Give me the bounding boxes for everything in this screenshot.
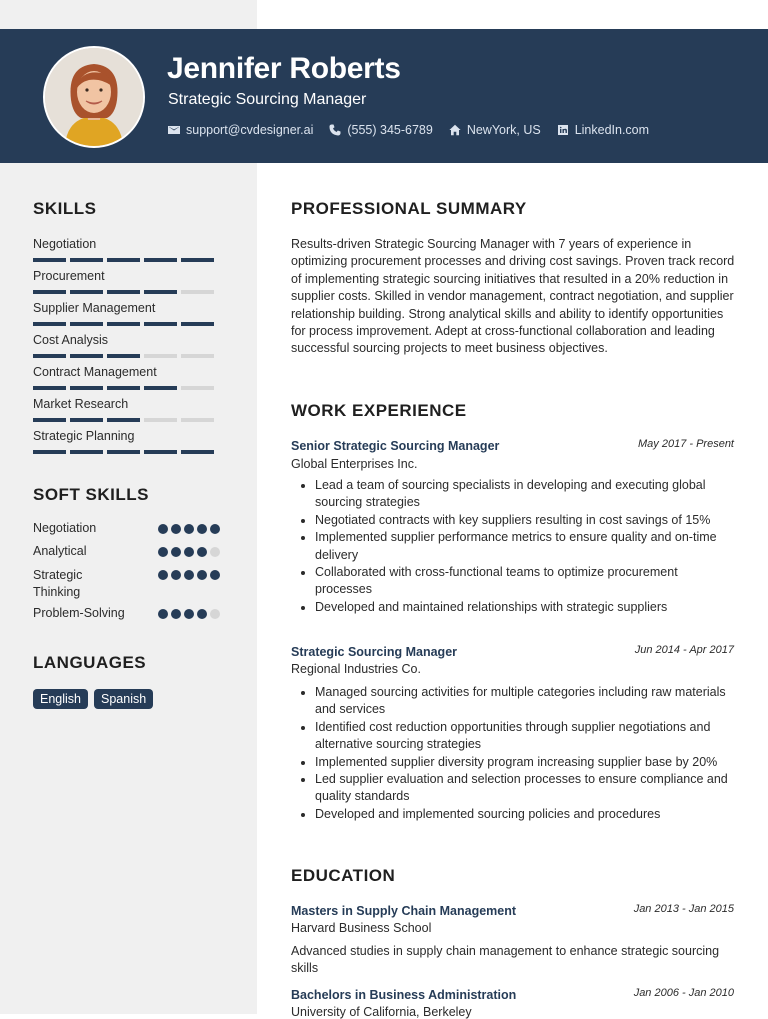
profile-photo-illustration <box>45 48 143 146</box>
soft-skill-name: Strategic Thinking <box>33 568 83 599</box>
skill-level-bar <box>33 450 223 454</box>
language-tag: Spanish <box>94 689 153 709</box>
skill-item <box>33 333 223 358</box>
summary-section <box>291 199 735 219</box>
level-segment <box>33 354 66 358</box>
skill-name: Cost Analysis <box>33 333 109 347</box>
job-bullet: • Developed and implemented sourcing policies and procedures <box>315 806 737 823</box>
level-segment <box>33 322 66 326</box>
rating-dot <box>197 609 207 619</box>
soft-skills-list <box>33 521 233 631</box>
job-bullet: • Implemented supplier diversity program increasing supplier base by 20% <box>315 754 737 771</box>
skill-level-bar <box>33 290 223 294</box>
skill-level-bar <box>33 322 223 326</box>
level-segment <box>33 418 66 422</box>
education-heading: EDUCATION <box>291 866 396 885</box>
job-bullet: • Implemented supplier performance metrics to ensure quality and on-time delivery <box>315 529 737 564</box>
level-segment <box>33 290 66 294</box>
soft-skill-item <box>33 521 223 535</box>
job-bullet: • Negotiated contracts with key suppliers resulting in cost savings of 15% <box>315 512 737 529</box>
job-bullet: • Lead a team of sourcing specialists in developing and executing global sourcing strategies <box>315 477 737 512</box>
rating-dot <box>210 570 220 580</box>
skill-item <box>33 365 223 390</box>
degree-title: Masters in Supply Chain Management <box>291 904 517 918</box>
rating-dot <box>184 547 194 557</box>
candidate-title: Strategic Sourcing Manager <box>168 91 367 108</box>
summary-heading: PROFESSIONAL SUMMARY <box>291 199 527 218</box>
rating-dot <box>210 524 220 534</box>
level-segment <box>107 354 140 358</box>
level-segment <box>107 290 140 294</box>
rating-dot <box>184 570 194 580</box>
rating-dot <box>197 547 207 557</box>
job-bullets <box>291 684 737 823</box>
skill-level-bar <box>33 386 223 390</box>
envelope-icon <box>168 124 180 136</box>
skill-level-bar <box>33 418 223 422</box>
soft-skill-item <box>33 567 128 601</box>
level-segment <box>107 386 140 390</box>
level-segment <box>107 258 140 262</box>
contact-email-text: support@cvdesigner.ai <box>186 123 314 137</box>
job-bullet: • Identified cost reduction opportunities through supplier negotiations and alternative sourcing strategies <box>315 719 737 754</box>
contact-linkedin[interactable] <box>557 123 649 137</box>
level-segment <box>33 386 66 390</box>
languages-section <box>33 653 233 673</box>
school-name: Harvard Business School <box>291 921 432 935</box>
level-segment <box>181 450 214 454</box>
skill-name: Procurement <box>33 269 105 283</box>
degree-title: Bachelors in Business Administration <box>291 988 517 1002</box>
level-segment <box>144 354 177 358</box>
soft-skill-rating <box>158 547 220 557</box>
job-bullet: • Led supplier evaluation and selection processes to ensure compliance and quality standards <box>315 771 737 806</box>
degree-dates: Jan 2006 - Jan 2010 <box>633 987 734 999</box>
contact-list <box>168 123 649 137</box>
job-bullet: • Managed sourcing activities for multiple categories including raw materials and services <box>315 684 737 719</box>
rating-dot <box>158 547 168 557</box>
job-bullet: • Developed and maintained relationships with strategic suppliers <box>315 599 737 616</box>
level-segment <box>181 354 214 358</box>
contact-email[interactable] <box>168 123 313 137</box>
language-tags <box>33 689 153 709</box>
job-dates: Jun 2014 - Apr 2017 <box>634 644 734 656</box>
contact-linkedin-text: LinkedIn.com <box>574 123 650 137</box>
level-segment <box>70 386 103 390</box>
skill-level-bar <box>33 354 223 358</box>
experience-section <box>291 401 735 421</box>
level-segment <box>144 258 177 262</box>
level-segment <box>107 450 140 454</box>
skill-name: Supplier Management <box>33 301 156 315</box>
level-segment <box>144 322 177 326</box>
rating-dot <box>158 609 168 619</box>
rating-dot <box>158 524 168 534</box>
job-bullet: • Collaborated with cross-functional teams to optimize procurement processes <box>315 564 737 599</box>
linkedin-icon <box>557 124 569 136</box>
summary-text: Results-driven Strategic Sourcing Manager with 7 years of experience in optimizing procurement processes and driving cost savings. Proven track record of implementing strategic sourcing initiatives that resulted in a 20% reduction in supplier costs. Skilled in vendor management, contract negotiation, and supplier relationship building. Strong analytical skills and ability to identify opportunities for process improvement. Adept at cross-functional collaboration and leading successful sourcing projects to meet business objectives. <box>291 237 735 356</box>
language-tag: English <box>33 689 88 709</box>
degree-dates: Jan 2013 - Jan 2015 <box>633 903 734 915</box>
soft-skill-item <box>33 544 223 558</box>
soft-skill-name: Analytical <box>33 544 87 558</box>
job-title: Strategic Sourcing Manager <box>291 645 458 659</box>
soft-skill-rating <box>158 609 220 619</box>
level-segment <box>181 290 214 294</box>
contact-phone[interactable] <box>329 123 432 137</box>
level-segment <box>70 418 103 422</box>
level-segment <box>144 418 177 422</box>
candidate-name: Jennifer Roberts <box>167 52 401 85</box>
experience-heading: WORK EXPERIENCE <box>291 401 467 420</box>
level-segment <box>70 258 103 262</box>
level-segment <box>33 258 66 262</box>
rating-dot <box>171 570 181 580</box>
contact-location-text: NewYork, US <box>466 123 541 137</box>
company-name: Regional Industries Co. <box>291 662 421 676</box>
level-segment <box>181 322 214 326</box>
rating-dot <box>210 609 220 619</box>
contact-location <box>449 123 541 137</box>
level-segment <box>70 322 103 326</box>
school-name: University of California, Berkeley <box>291 1005 472 1019</box>
skill-name: Negotiation <box>33 237 97 251</box>
profile-photo <box>43 46 145 148</box>
soft-skill-item <box>33 606 223 620</box>
languages-heading: LANGUAGES <box>33 653 147 672</box>
rating-dot <box>197 570 207 580</box>
skill-item <box>33 301 223 326</box>
level-segment <box>33 450 66 454</box>
skill-item <box>33 269 223 294</box>
level-segment <box>181 258 214 262</box>
rating-dot <box>171 609 181 619</box>
rating-dot <box>197 524 207 534</box>
skill-name: Market Research <box>33 397 129 411</box>
rating-dot <box>184 524 194 534</box>
phone-icon <box>329 124 341 136</box>
job-dates: May 2017 - Present <box>638 438 734 450</box>
job-bullets <box>291 477 737 616</box>
skill-name: Contract Management <box>33 365 157 379</box>
rating-dot <box>171 547 181 557</box>
level-segment <box>181 386 214 390</box>
skill-item <box>33 397 223 422</box>
skills-list <box>33 237 233 467</box>
level-segment <box>144 290 177 294</box>
soft-skill-rating <box>158 570 220 580</box>
skill-item <box>33 237 223 262</box>
soft-skills-section <box>33 485 233 505</box>
level-segment <box>70 354 103 358</box>
degree-description: Advanced studies in supply chain management to enhance strategic sourcing skills <box>291 944 720 976</box>
soft-skill-name: Problem-Solving <box>33 606 125 620</box>
soft-skill-rating <box>158 524 220 534</box>
soft-skills-heading: SOFT SKILLS <box>33 485 149 504</box>
job-title: Senior Strategic Sourcing Manager <box>291 439 500 453</box>
skill-level-bar <box>33 258 223 262</box>
company-name: Global Enterprises Inc. <box>291 457 418 471</box>
soft-skill-name: Negotiation <box>33 521 97 535</box>
rating-dot <box>158 570 168 580</box>
level-segment <box>181 418 214 422</box>
rating-dot <box>210 547 220 557</box>
level-segment <box>144 386 177 390</box>
level-segment <box>70 290 103 294</box>
rating-dot <box>184 609 194 619</box>
skills-section <box>33 199 233 219</box>
skill-name: Strategic Planning <box>33 429 135 443</box>
level-segment <box>107 418 140 422</box>
home-icon <box>449 124 461 136</box>
level-segment <box>144 450 177 454</box>
rating-dot <box>171 524 181 534</box>
skill-item <box>33 429 223 454</box>
skills-heading: SKILLS <box>33 199 97 218</box>
level-segment <box>107 322 140 326</box>
level-segment <box>70 450 103 454</box>
education-section <box>291 866 735 886</box>
contact-phone-text: (555) 345-6789 <box>347 123 433 137</box>
